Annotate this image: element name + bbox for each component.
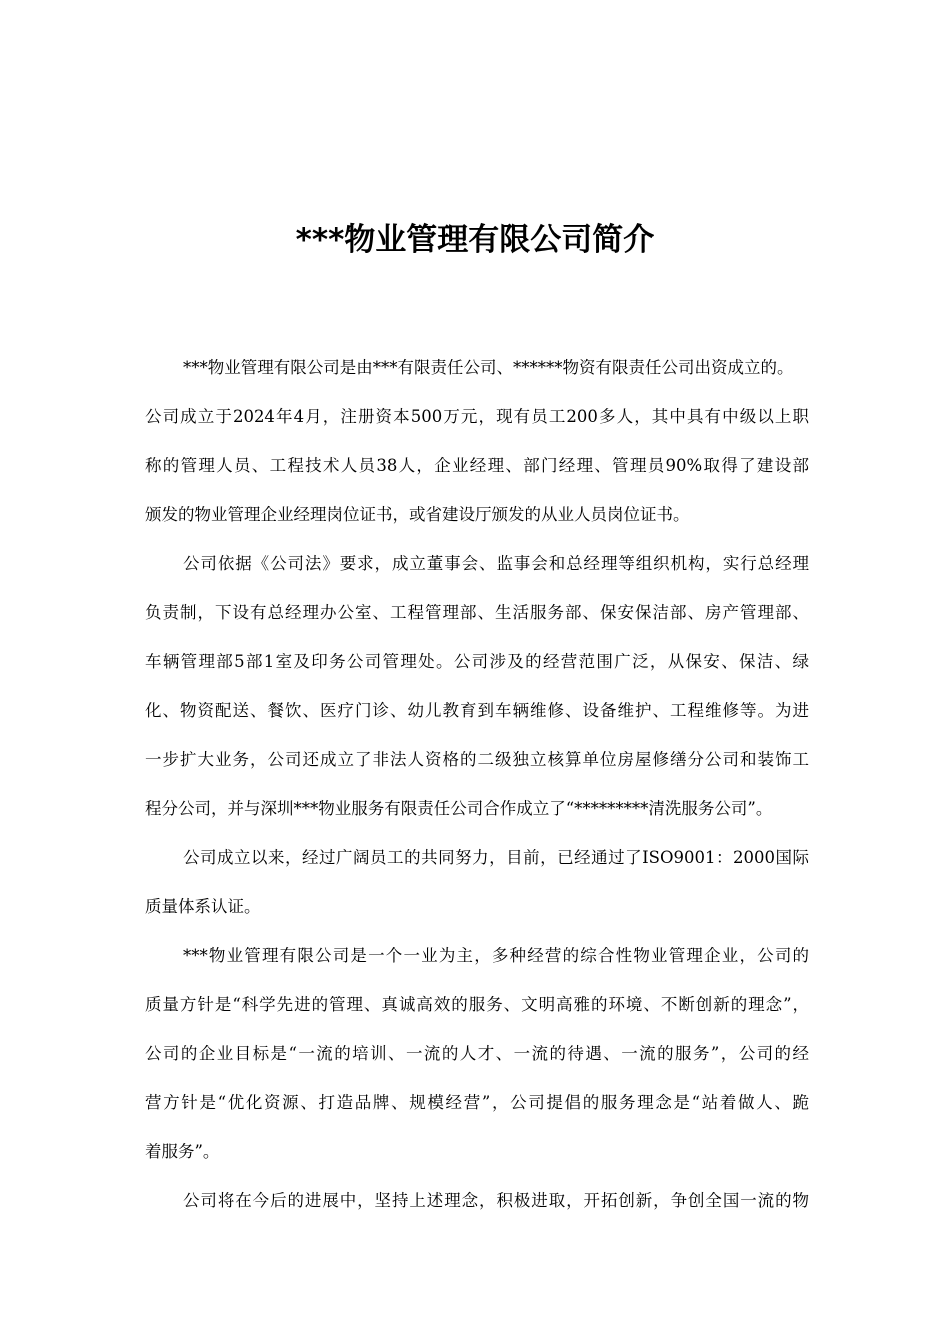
- paragraph-4-line-2: 质量方针是“科学先进的管理、真诚高效的服务、文明高雅的环境、不断创新的理念”，: [145, 995, 809, 1014]
- document-body: [145, 343, 809, 1225]
- paragraph-4-line-3: 公司的企业目标是“一流的培训、一流的人才、一流的待遇、一流的服务”，公司的经: [145, 1044, 809, 1063]
- paragraph-4-line-4: 营方针是“优化资源、打造品牌、规模经营”，公司提倡的服务理念是“站着做人、跪: [145, 1093, 809, 1112]
- paragraph-3-line-2: 质量体系认证。: [145, 897, 261, 916]
- paragraph-1-line-4: 颁发的物业管理企业经理岗位证书，或省建设厅颁发的从业人员岗位证书。: [145, 505, 690, 524]
- paragraph-2-line-6: 程分公司，并与深圳***物业服务有限责任公司合作成立了“*********清洗服务公司”。: [145, 799, 773, 818]
- paragraph-2-line-5: 一步扩大业务，公司还成立了非法人资格的二级独立核算单位房屋修缮分公司和装饰工: [145, 750, 809, 769]
- paragraph-2-line-2: 负责制，下设有总经理办公室、工程管理部、生活服务部、保安保洁部、房产管理部、: [145, 603, 809, 622]
- paragraph-5-line-1: 公司将在今后的进展中，坚持上述理念，积极进取，开拓创新，争创全国一流的物: [183, 1191, 809, 1210]
- document-title: ***物业管理有限公司简介: [295, 222, 655, 258]
- paragraph-3-line-1: 公司成立以来，经过广阔员工的共同努力，目前，已经通过了ISO9001：2000国际: [183, 848, 809, 867]
- paragraph-4-line-1: ***物业管理有限公司是一个一业为主，多种经营的综合性物业管理企业，公司的: [183, 946, 809, 965]
- paragraph-4-line-5: 着服务”。: [145, 1142, 220, 1161]
- paragraph-2-line-1: 公司依据《公司法》要求，成立董事会、监事会和总经理等组织机构，实行总经理: [183, 554, 809, 573]
- paragraph-1-line-3: 称的管理人员、工程技术人员38人，企业经理、部门经理、管理员90%取得了建设部: [145, 456, 809, 475]
- paragraph-1-line-1: ***物业管理有限公司是由***有限责任公司、******物资有限责任公司出资成立的。: [183, 358, 794, 377]
- paragraph-2-line-3: 车辆管理部5部1室及印务公司管理处。公司涉及的经营范围广泛，从保安、保洁、绿: [145, 652, 809, 671]
- paragraph-2-line-4: 化、物资配送、餐饮、医疗门诊、幼儿教育到车辆维修、设备维护、工程维修等。为进: [145, 701, 809, 720]
- paragraph-1-line-2: 公司成立于2024年4月，注册资本500万元，现有员工200多人，其中具有中级以上职: [145, 407, 809, 426]
